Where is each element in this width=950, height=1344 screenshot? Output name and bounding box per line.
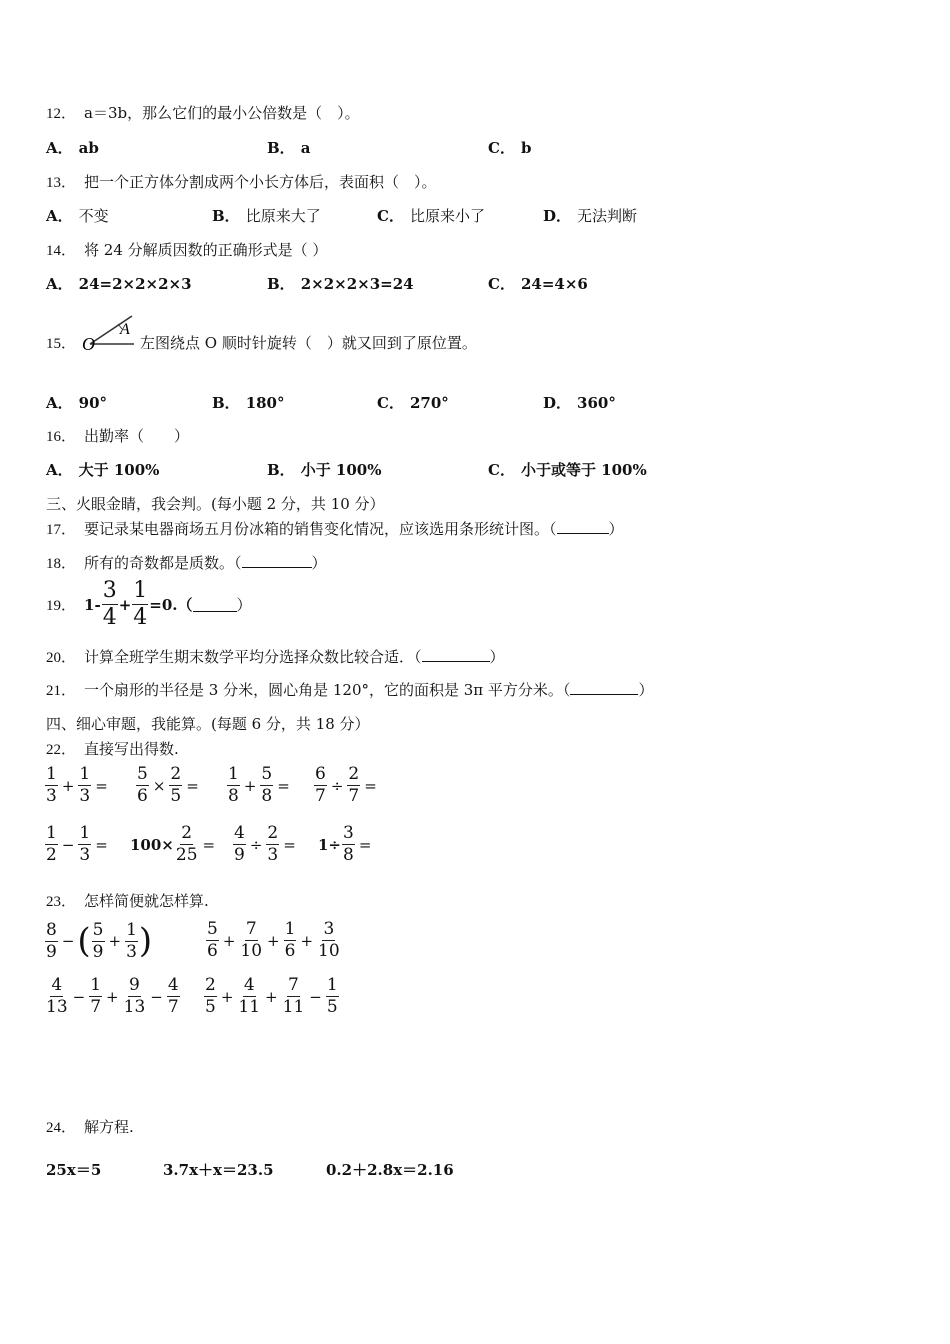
q13-option-c[interactable] bbox=[377, 205, 485, 226]
fraction: $\frac{3}{4}$ bbox=[102, 578, 117, 630]
option-text: a bbox=[300, 139, 311, 157]
option-label: B． bbox=[212, 207, 240, 225]
question-17 bbox=[46, 518, 624, 539]
q15-option-d[interactable] bbox=[543, 392, 616, 413]
option-label: C． bbox=[377, 207, 404, 225]
option-label: A． bbox=[46, 394, 73, 412]
question-number: 17． bbox=[46, 522, 77, 538]
answer-blank[interactable] bbox=[242, 567, 312, 568]
q13-option-d[interactable] bbox=[543, 205, 637, 226]
option-text: 2×2×2×3=24 bbox=[300, 275, 414, 293]
calc-item: $\frac{1}{8}$ + $\frac{5}{8}$ = bbox=[228, 764, 290, 806]
question-title: 怎样简便就怎样算. bbox=[84, 892, 209, 910]
option-label: D． bbox=[543, 207, 572, 225]
option-text: 无法判断 bbox=[577, 207, 638, 225]
calc-item: 1÷ $\frac{3}{8}$ = bbox=[318, 823, 372, 865]
calc-item: $\frac{1}{3}$ + $\frac{1}{3}$ = bbox=[46, 764, 108, 806]
question-stem: 把一个正方体分割成两个小长方体后，表面积（ ）。 bbox=[84, 173, 437, 191]
answer-blank[interactable] bbox=[570, 694, 638, 695]
q15-option-c[interactable] bbox=[377, 392, 449, 413]
option-label: B． bbox=[267, 461, 295, 479]
simplify-expr-1: $\frac{8}{9}$ − ( $\frac{5}{9}$ + $\frac{1}{3}$ ) bbox=[46, 919, 153, 962]
question-19 bbox=[46, 580, 252, 629]
question-number: 19． bbox=[46, 598, 77, 614]
question-16 bbox=[46, 425, 189, 446]
option-label: B． bbox=[212, 394, 240, 412]
question-number: 12． bbox=[46, 106, 77, 122]
question-14 bbox=[46, 239, 327, 260]
answer-blank[interactable] bbox=[422, 661, 490, 662]
option-text: 比原来小了 bbox=[409, 207, 485, 225]
option-label: A． bbox=[46, 275, 73, 293]
q14-option-a[interactable] bbox=[46, 273, 192, 294]
calc-item: 100× $\frac{2}{25}$ = bbox=[130, 823, 216, 865]
simplify-expr-4: $\frac{2}{5}$ + $\frac{4}{11}$ + $\frac{7}{11}$ − $\frac{1}{5}$ bbox=[205, 975, 338, 1017]
q12-option-c[interactable] bbox=[488, 137, 531, 158]
close-paren: ） bbox=[489, 648, 505, 666]
angle-figure bbox=[82, 312, 138, 352]
simplify-expr-2: $\frac{5}{6}$ + $\frac{7}{10}$ + $\frac{1}{6}$ + $\frac{3}{10}$ bbox=[207, 919, 340, 961]
point-o-label: O bbox=[82, 334, 95, 352]
question-title: 直接写出得数. bbox=[84, 740, 179, 758]
question-24 bbox=[46, 1116, 134, 1137]
option-label: C． bbox=[377, 394, 404, 412]
close-paren: ） bbox=[608, 520, 624, 538]
answer-blank[interactable] bbox=[557, 533, 609, 534]
question-number: 15． bbox=[46, 336, 77, 352]
option-label: C． bbox=[488, 275, 515, 293]
expr-tail: =0.（ bbox=[149, 596, 193, 614]
question-stem: 将 24 分解质因数的正确形式是（ ） bbox=[84, 241, 328, 259]
question-number: 13． bbox=[46, 175, 77, 191]
question-13 bbox=[46, 171, 437, 192]
q16-option-a[interactable] bbox=[46, 459, 159, 480]
q13-option-a[interactable] bbox=[46, 205, 109, 226]
question-20 bbox=[46, 646, 505, 667]
option-text: b bbox=[520, 139, 532, 157]
calc-item: $\frac{5}{6}$ × $\frac{2}{5}$ = bbox=[137, 764, 199, 806]
option-text: 270° bbox=[409, 394, 449, 412]
q12-option-b[interactable] bbox=[267, 137, 310, 158]
question-number: 14． bbox=[46, 243, 77, 259]
question-number: 20． bbox=[46, 650, 77, 666]
question-23 bbox=[46, 890, 209, 911]
question-number: 16． bbox=[46, 429, 77, 445]
question-text: 要记录某电器商场五月份冰箱的销售变化情况，应该选用条形统计图。（ bbox=[84, 520, 557, 538]
option-text: 180° bbox=[245, 394, 285, 412]
calc-item: $\frac{6}{7}$ ÷ $\frac{2}{7}$ = bbox=[315, 764, 377, 806]
calc-item: $\frac{4}{9}$ ÷ $\frac{2}{3}$ = bbox=[234, 823, 296, 865]
option-label: C． bbox=[488, 461, 515, 479]
question-number: 21． bbox=[46, 683, 77, 699]
question-text: 一个扇形的半径是 3 分米，圆心角是 120°，它的面积是 3π 平方分米。（ bbox=[84, 681, 571, 699]
option-text: 小于或等于 100% bbox=[520, 461, 647, 479]
option-text: 比原来大了 bbox=[245, 207, 321, 225]
question-18 bbox=[46, 552, 327, 573]
simplify-expr-3: $\frac{4}{13}$ − $\frac{1}{7}$ + $\frac{9}{13}$ − $\frac{4}{7}$ bbox=[46, 975, 179, 1017]
option-text: ab bbox=[78, 139, 99, 157]
option-label: A． bbox=[46, 139, 73, 157]
option-label: A． bbox=[46, 461, 73, 479]
section-title: 四、细心审题，我能算。(每题 6 分，共 18 分） bbox=[46, 715, 370, 733]
option-text: 90° bbox=[78, 394, 108, 412]
question-stem: 出勤率（ ） bbox=[84, 427, 190, 445]
question-stem: a＝3b，那么它们的最小公倍数是（ ）。 bbox=[84, 104, 360, 122]
close-paren: ） bbox=[236, 596, 252, 614]
q12-option-a[interactable] bbox=[46, 137, 99, 158]
option-text: 不变 bbox=[78, 207, 109, 225]
close-paren: ） bbox=[311, 554, 327, 572]
section-4-heading bbox=[46, 713, 370, 734]
question-number: 22． bbox=[46, 742, 77, 758]
q15-option-a[interactable] bbox=[46, 392, 107, 413]
option-text: 360° bbox=[577, 394, 616, 412]
option-label: A． bbox=[46, 207, 73, 225]
question-12 bbox=[46, 102, 360, 123]
section-3-heading bbox=[46, 493, 385, 514]
expr-prefix: 1- bbox=[84, 595, 101, 614]
section-title: 三、火眼金睛，我会判。(每小题 2 分，共 10 分） bbox=[46, 495, 385, 513]
question-title: 解方程. bbox=[84, 1118, 134, 1136]
option-label: C． bbox=[488, 139, 515, 157]
option-text: 大于 100% bbox=[78, 461, 160, 479]
equation-3: 0.2＋2.8x＝2.16 bbox=[326, 1161, 454, 1179]
option-text: 24=4×6 bbox=[520, 275, 588, 293]
calc-item: $\frac{1}{2}$ − $\frac{1}{3}$ = bbox=[46, 823, 108, 865]
question-stem: 左图绕点 O 顺时针旋转（ ）就又回到了原位置。 bbox=[140, 334, 477, 352]
close-paren: ） bbox=[638, 681, 654, 699]
question-number: 23． bbox=[46, 894, 77, 910]
fraction: $\frac{1}{4}$ bbox=[133, 578, 148, 630]
question-text: 计算全班学生期末数学平均分选择众数比较合适．（ bbox=[84, 648, 422, 666]
question-number: 24． bbox=[46, 1120, 77, 1136]
option-label: B． bbox=[267, 275, 295, 293]
q14-option-b[interactable] bbox=[267, 273, 414, 294]
q15-stem bbox=[140, 332, 477, 353]
equation-1: 25x＝5 bbox=[46, 1161, 102, 1179]
q14-option-c[interactable] bbox=[488, 273, 588, 294]
question-21 bbox=[46, 679, 653, 700]
option-text: 24=2×2×2×3 bbox=[78, 275, 192, 293]
option-text: 小于 100% bbox=[300, 461, 382, 479]
question-number: 18． bbox=[46, 556, 77, 572]
q16-option-b[interactable] bbox=[267, 459, 381, 480]
option-label: D． bbox=[543, 394, 572, 412]
equation-2: 3.7x＋x＝23.5 bbox=[163, 1161, 274, 1179]
q16-option-c[interactable] bbox=[488, 459, 647, 480]
answer-blank[interactable] bbox=[193, 611, 237, 612]
q13-option-b[interactable] bbox=[212, 205, 321, 226]
q15-option-b[interactable] bbox=[212, 392, 285, 413]
question-22 bbox=[46, 738, 179, 759]
question-text: 所有的奇数都是质数。（ bbox=[84, 554, 242, 572]
option-label: B． bbox=[267, 139, 295, 157]
question-15 bbox=[46, 332, 84, 353]
plus-sign: + bbox=[118, 595, 132, 614]
point-a-label: A bbox=[120, 321, 130, 338]
